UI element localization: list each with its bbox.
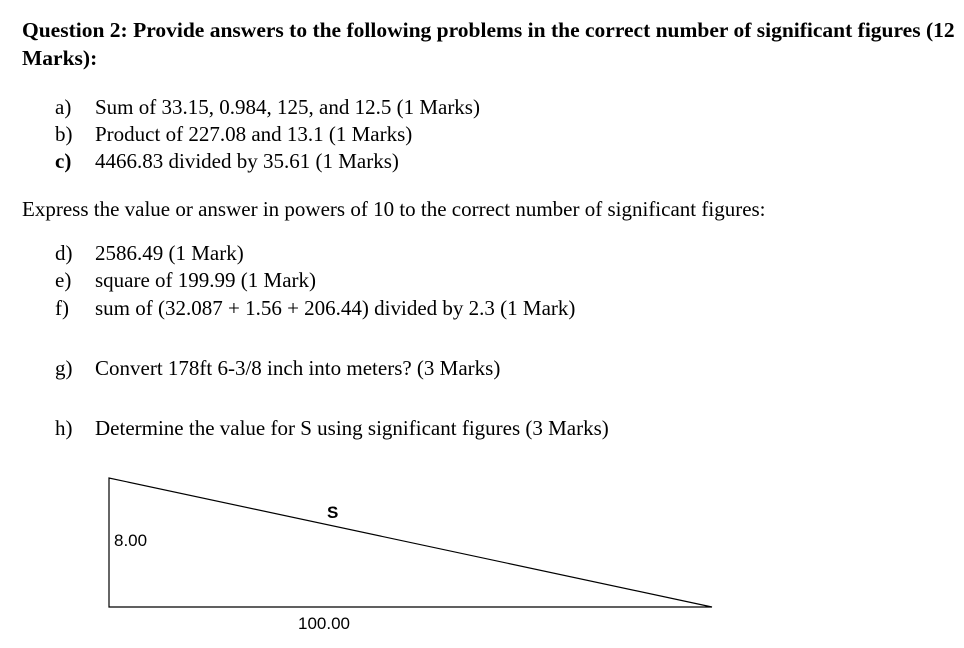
- item-label: d): [55, 241, 73, 265]
- base-label: 100.00: [298, 614, 350, 633]
- height-label: 8.00: [114, 531, 148, 550]
- item-label: g): [55, 356, 73, 380]
- item-text: square of 199.99 (1 Mark): [95, 268, 317, 292]
- item-label: c): [55, 149, 72, 173]
- item-text: Determine the value for S using significant figures (3 Marks): [95, 416, 609, 440]
- item-text: Product of 227.08 and 13.1 (1 Marks): [95, 122, 413, 146]
- item-label: a): [55, 95, 72, 119]
- question-heading: Question 2: Provide answers to the following problems in the correct number of significant figures (12 Marks):: [22, 18, 955, 70]
- hypotenuse-label: S: [327, 503, 339, 522]
- item-label: h): [55, 416, 73, 440]
- item-label: f): [55, 296, 69, 320]
- item-text: Sum of 33.15, 0.984, 125, and 12.5 (1 Marks): [95, 95, 480, 119]
- item-label: b): [55, 122, 73, 146]
- triangle-diagram: [100, 470, 720, 640]
- item-text: 2586.49 (1 Mark): [95, 241, 244, 265]
- item-text: Convert 178ft 6-3/8 inch into meters? (3 Marks): [95, 356, 501, 380]
- item-label: e): [55, 268, 72, 292]
- express-instruction: Express the value or answer in powers of 10 to the correct number of significant figures:: [22, 197, 766, 221]
- item-text: 4466.83 divided by 35.61 (1 Marks): [95, 149, 399, 173]
- item-text: sum of (32.087 + 1.56 + 206.44) divided by 2.3 (1 Mark): [95, 296, 576, 320]
- right-triangle: [109, 478, 712, 607]
